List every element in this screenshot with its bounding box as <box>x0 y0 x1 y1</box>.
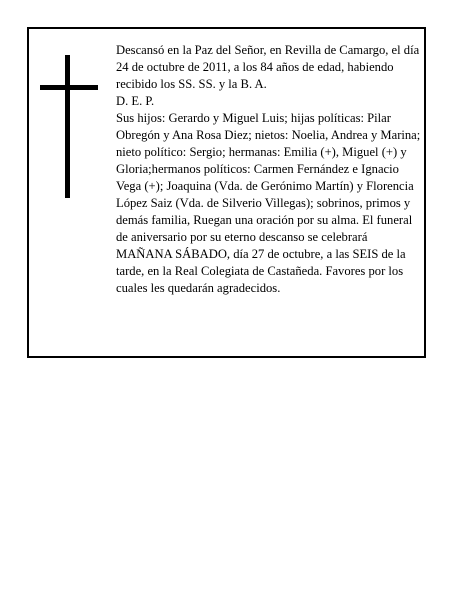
notice-body: Sus hijos: Gerardo y Miguel Luis; hijas políticas: Pilar Obregón y Ana Rosa Diez; nietos: Noelia, Andrea y Marina; nieto político: Sergio; hermanas: Emilia (+), Miguel (+) y Gloria;hermanos políticos: Carmen Fernández e Ignacio Vega (+); Joaquina (Vda. de Gerónimo Martín) y Florencia López Saiz (Vda. de Silverio Villegas); sobrinos, primos y demás familia, Ruegan una oración por su alma. El funeral de aniversario por su eterno descanso se celebrará MAÑANA SÁBADO, día 27 de octubre, a las SEIS de la tarde, en la Real Colegiata de Castañeda. Favores por los cuales les quedarán agradecidos. <box>116 111 421 295</box>
obituary-notice <box>27 27 426 358</box>
notice-dep: D. E. P. <box>116 94 155 108</box>
cross-vertical-bar <box>65 55 70 198</box>
cross-horizontal-bar <box>40 85 98 90</box>
cross-icon <box>40 55 98 198</box>
notice-intro: Descansó en la Paz del Señor, en Revilla de Camargo, el día 24 de octubre de 2011, a los 84 años de edad, habiendo recibido los SS. SS. y la B. A. <box>116 43 420 91</box>
notice-text <box>116 42 421 297</box>
